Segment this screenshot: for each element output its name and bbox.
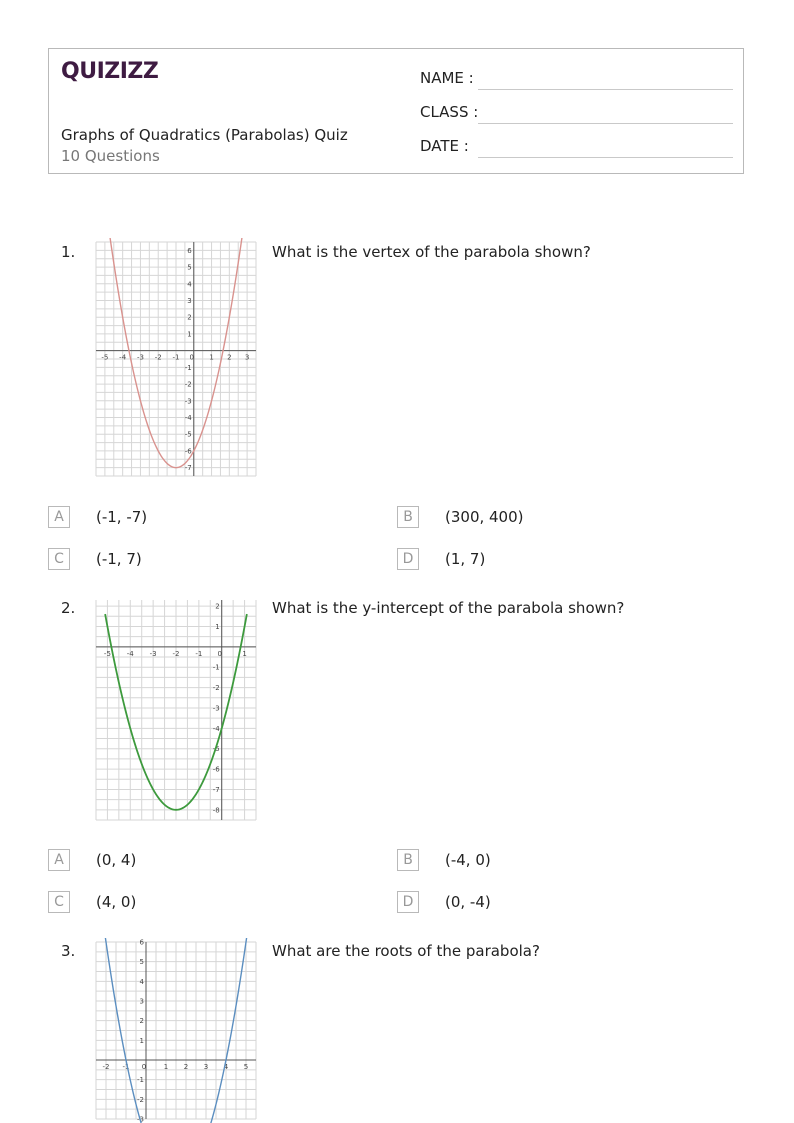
y-tick-label: 4: [139, 977, 144, 986]
y-tick-label: -4: [212, 724, 220, 733]
y-tick-label: -5: [212, 745, 220, 754]
y-tick-label: 1: [187, 330, 192, 339]
question-3-graph: [92, 938, 260, 1123]
y-tick-label: -3: [184, 397, 192, 406]
x-tick-label: -1: [122, 1063, 130, 1071]
question-1-text: What is the vertex of the parabola shown?: [272, 243, 591, 261]
question-1-option-c-text[interactable]: (-1, 7): [96, 550, 142, 568]
question-1-option-a-text[interactable]: (-1, -7): [96, 508, 148, 526]
x-tick-label: -3: [136, 353, 144, 362]
x-tick-label: 0: [217, 649, 222, 658]
y-tick-label: 2: [139, 1017, 144, 1026]
y-tick-label: -2: [137, 1095, 144, 1104]
question-2-option-d-box[interactable]: D: [397, 891, 419, 913]
grid: [96, 600, 256, 820]
x-tick-label: -4: [119, 353, 127, 362]
y-tick-label: 3: [187, 297, 192, 305]
y-tick-label: 4: [187, 280, 192, 289]
date-label: DATE :: [420, 137, 469, 155]
question-1-option-b-box[interactable]: B: [397, 506, 419, 528]
question-2-graph: [92, 596, 260, 824]
class-label: CLASS :: [420, 103, 479, 121]
x-tick-label: -2: [102, 1063, 110, 1071]
quizizz-logo: QUIZIZZ: [61, 59, 159, 84]
x-tick-label: -3: [149, 649, 157, 658]
question-2-option-a-text[interactable]: (0, 4): [96, 851, 137, 869]
date-field[interactable]: [478, 157, 733, 158]
x-tick-label: 2: [227, 353, 232, 362]
question-2-text: What is the y-intercept of the parabola shown?: [272, 599, 625, 617]
x-tick-label: 3: [203, 1063, 209, 1071]
y-tick-label: 6: [187, 246, 192, 255]
x-tick-label: 2: [183, 1063, 189, 1071]
x-tick-label: -2: [172, 649, 180, 658]
y-tick-label: -2: [212, 684, 220, 693]
x-tick-label: -1: [172, 353, 180, 362]
question-1-option-d-box[interactable]: D: [397, 548, 419, 570]
y-tick-label: -3: [137, 1115, 144, 1123]
y-tick-label: 5: [187, 263, 192, 272]
x-tick-label: 1: [163, 1063, 169, 1071]
question-1-option-d-text[interactable]: (1, 7): [445, 550, 486, 568]
x-tick-label: -1: [195, 649, 203, 658]
question-3-number: 3.: [61, 942, 76, 960]
quiz-title: Graphs of Quadratics (Parabolas) Quiz: [61, 126, 348, 144]
question-1-option-c-box[interactable]: C: [48, 548, 70, 570]
question-2-option-d-text[interactable]: (0, -4): [445, 893, 491, 911]
question-1-graph: [92, 238, 260, 480]
y-tick-label: 1: [139, 1036, 144, 1045]
x-tick-label: -5: [101, 353, 109, 362]
x-tick-label: 0: [141, 1063, 147, 1071]
name-label: NAME :: [420, 69, 474, 87]
question-1-option-a-box[interactable]: A: [48, 506, 70, 528]
x-tick-label: 5: [243, 1063, 249, 1071]
y-tick-label: -1: [137, 1076, 144, 1085]
y-tick-label: 6: [139, 938, 144, 947]
y-tick-label: -7: [184, 464, 192, 473]
y-tick-label: -5: [184, 430, 192, 439]
question-2-option-a-box[interactable]: A: [48, 849, 70, 871]
y-tick-label: -3: [212, 704, 220, 713]
y-tick-label: -6: [212, 765, 220, 774]
question-2-number: 2.: [61, 599, 76, 617]
y-tick-label: 2: [187, 313, 192, 322]
x-tick-label: 1: [242, 649, 247, 658]
question-count: 10 Questions: [61, 147, 160, 165]
y-tick-label: -2: [184, 380, 192, 389]
y-tick-label: 3: [139, 997, 144, 1006]
y-tick-label: -6: [184, 447, 192, 456]
question-2-option-c-box[interactable]: C: [48, 891, 70, 913]
x-tick-label: 3: [244, 353, 250, 362]
question-2-option-c-text[interactable]: (4, 0): [96, 893, 137, 911]
x-tick-label: 4: [223, 1063, 229, 1071]
question-1-option-b-text[interactable]: (300, 400): [445, 508, 524, 526]
question-3-text: What are the roots of the parabola?: [272, 942, 540, 960]
name-field[interactable]: [478, 89, 733, 90]
x-tick-label: 0: [189, 353, 195, 362]
question-2-option-b-text[interactable]: (-4, 0): [445, 851, 491, 869]
y-tick-label: -1: [184, 363, 192, 372]
x-tick-label: 1: [209, 353, 214, 362]
y-tick-label: -1: [212, 663, 220, 672]
y-tick-label: -7: [212, 785, 220, 794]
x-tick-label: -2: [154, 353, 162, 362]
x-tick-label: -5: [103, 649, 111, 658]
worksheet-header: [48, 48, 744, 174]
y-tick-label: 1: [215, 622, 220, 631]
y-tick-label: 5: [139, 958, 144, 967]
question-2-option-b-box[interactable]: B: [397, 849, 419, 871]
x-tick-label: -4: [126, 649, 134, 658]
y-tick-label: 2: [215, 602, 220, 611]
class-field[interactable]: [478, 123, 733, 124]
y-tick-label: -4: [184, 414, 192, 422]
question-1-number: 1.: [61, 243, 76, 261]
y-tick-label: -8: [212, 806, 220, 815]
